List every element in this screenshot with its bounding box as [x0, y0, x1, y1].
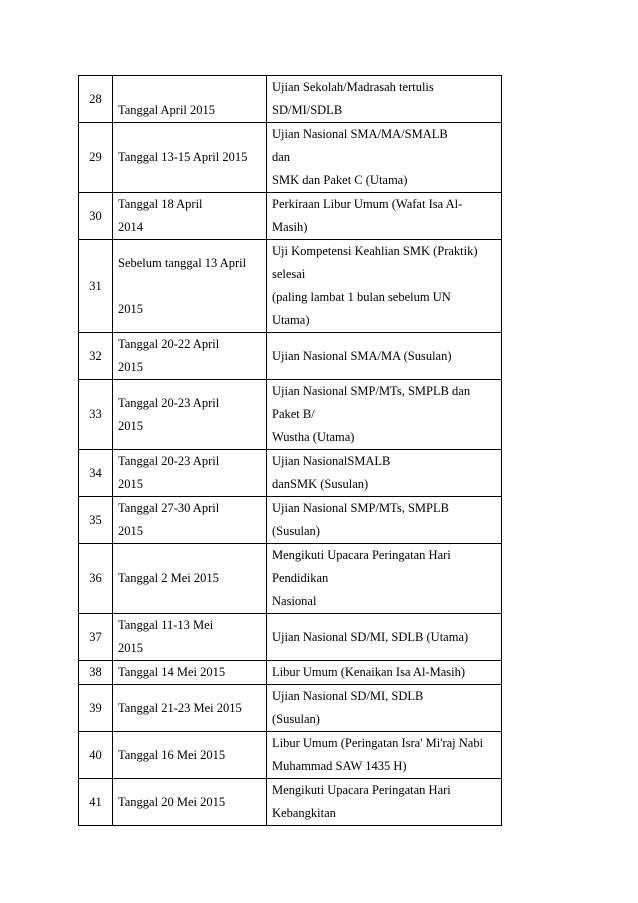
event-cell — [267, 732, 502, 779]
event-line: SMK dan Paket C (Utama) — [272, 173, 408, 187]
date-cell — [113, 193, 267, 240]
event-line: Ujian Nasional SMP/MTs, SMPLB — [272, 501, 449, 515]
date-cell — [113, 333, 267, 380]
row-number: 33 — [79, 380, 113, 450]
table-row — [79, 240, 502, 333]
table-row — [79, 450, 502, 497]
row-number: 32 — [79, 333, 113, 380]
event-line: Ujian NasionalSMALB — [272, 454, 391, 468]
event-line: Kebangkitan — [272, 806, 336, 820]
date-line: Tanggal 20-23 April — [118, 395, 220, 410]
table-row — [79, 661, 502, 685]
event-line: Ujian Nasional SD/MI, SDLB (Utama) — [272, 629, 469, 644]
event-line: Libur Umum (Kenaikan Isa Al-Masih) — [272, 665, 466, 679]
table-row — [79, 544, 502, 614]
date-line: Tanggal 14 Mei 2015 — [118, 665, 226, 679]
table-row — [79, 497, 502, 544]
date-line: Tanggal 21-23 Mei 2015 — [118, 700, 242, 715]
row-number: 37 — [79, 614, 113, 661]
table-row — [79, 732, 502, 779]
date-line: Tanggal 13-15 April 2015 — [118, 150, 248, 164]
event-cell — [267, 450, 502, 497]
table-row — [79, 685, 502, 732]
date-cell — [113, 544, 267, 614]
event-cell — [267, 240, 502, 333]
row-number: 31 — [79, 240, 113, 333]
event-line: Paket B/ — [272, 407, 315, 421]
event-cell — [267, 76, 502, 123]
date-cell — [113, 450, 267, 497]
event-line: (paling lambat 1 bulan sebelum UN — [272, 290, 451, 304]
event-line: Utama) — [272, 313, 310, 327]
row-number: 41 — [79, 779, 113, 826]
table-row — [79, 76, 502, 123]
event-line: Masih) — [272, 220, 308, 234]
date-line: 2015 — [118, 301, 143, 316]
event-line: Ujian Nasional SD/MI, SDLB — [272, 689, 424, 703]
row-number: 28 — [79, 76, 113, 123]
row-number: 39 — [79, 685, 113, 732]
date-cell — [113, 732, 267, 779]
event-line: dan — [272, 150, 291, 164]
event-line: danSMK (Susulan) — [272, 477, 369, 491]
event-line: Libur Umum (Peringatan Isra' Mi'raj Nabi — [272, 736, 484, 750]
date-cell — [113, 779, 267, 826]
date-line: Tanggal April 2015 — [118, 103, 216, 117]
schedule-table — [78, 75, 502, 826]
date-line: 2014 — [118, 220, 143, 234]
event-line: Muhammad SAW 1435 H) — [272, 759, 407, 773]
date-line: 2015 — [118, 641, 143, 655]
event-cell — [267, 685, 502, 732]
event-line: SD/MI/SDLB — [272, 103, 343, 117]
date-line: Tanggal 20 Mei 2015 — [118, 794, 226, 809]
table-row — [79, 380, 502, 450]
event-cell — [267, 614, 502, 661]
row-number: 29 — [79, 123, 113, 193]
event-line: (Susulan) — [272, 712, 320, 726]
schedule-table-body — [79, 76, 502, 826]
event-cell — [267, 661, 502, 685]
date-line: Tanggal 27-30 April — [118, 501, 220, 515]
event-line: Wustha (Utama) — [272, 430, 355, 444]
event-line: Ujian Sekolah/Madrasah tertulis — [272, 80, 434, 94]
event-cell — [267, 497, 502, 544]
date-line: 2015 — [118, 360, 143, 374]
date-line: Tanggal 20-23 April — [118, 454, 220, 468]
row-number: 34 — [79, 450, 113, 497]
date-line: Sebelum tanggal 13 April — [118, 255, 247, 270]
table-row — [79, 123, 502, 193]
date-cell — [113, 497, 267, 544]
event-line: Pendidikan — [272, 571, 329, 585]
event-cell — [267, 333, 502, 380]
event-cell — [267, 380, 502, 450]
event-line: Mengikuti Upacara Peringatan Hari — [272, 548, 451, 562]
event-line: Nasional — [272, 594, 317, 608]
table-row — [79, 333, 502, 380]
date-cell — [113, 240, 267, 333]
date-cell — [113, 76, 267, 123]
date-line — [118, 76, 266, 99]
date-line: Tanggal 2 Mei 2015 — [118, 571, 219, 585]
date-cell — [113, 661, 267, 685]
event-cell — [267, 123, 502, 193]
event-line: selesai — [272, 267, 306, 281]
date-line: Tanggal 11-13 Mei — [118, 618, 214, 632]
event-line: Ujian Nasional SMA/MA (Susulan) — [272, 348, 452, 363]
date-line: Tanggal 18 April — [118, 197, 203, 211]
date-cell — [113, 380, 267, 450]
event-line: Uji Kompetensi Keahlian SMK (Praktik) — [272, 244, 478, 258]
table-row — [79, 614, 502, 661]
date-cell — [113, 685, 267, 732]
date-line — [118, 275, 266, 298]
date-line: 2015 — [118, 418, 143, 433]
event-line: Ujian Nasional SMP/MTs, SMPLB dan — [272, 384, 471, 398]
row-number: 30 — [79, 193, 113, 240]
event-line: Mengikuti Upacara Peringatan Hari — [272, 783, 451, 797]
row-number: 40 — [79, 732, 113, 779]
event-line: (Susulan) — [272, 524, 320, 538]
event-cell — [267, 193, 502, 240]
event-line: Perkiraan Libur Umum (Wafat Isa Al- — [272, 197, 463, 211]
row-number: 38 — [79, 661, 113, 685]
row-number: 36 — [79, 544, 113, 614]
date-cell — [113, 123, 267, 193]
date-line: Tanggal 16 Mei 2015 — [118, 747, 226, 762]
event-cell — [267, 779, 502, 826]
table-row — [79, 779, 502, 826]
date-line: Tanggal 20-22 April — [118, 337, 220, 351]
event-cell — [267, 544, 502, 614]
table-row — [79, 193, 502, 240]
date-line: 2015 — [118, 524, 143, 538]
row-number: 35 — [79, 497, 113, 544]
date-cell — [113, 614, 267, 661]
event-line: Ujian Nasional SMA/MA/SMALB — [272, 127, 448, 141]
date-line: 2015 — [118, 477, 143, 491]
